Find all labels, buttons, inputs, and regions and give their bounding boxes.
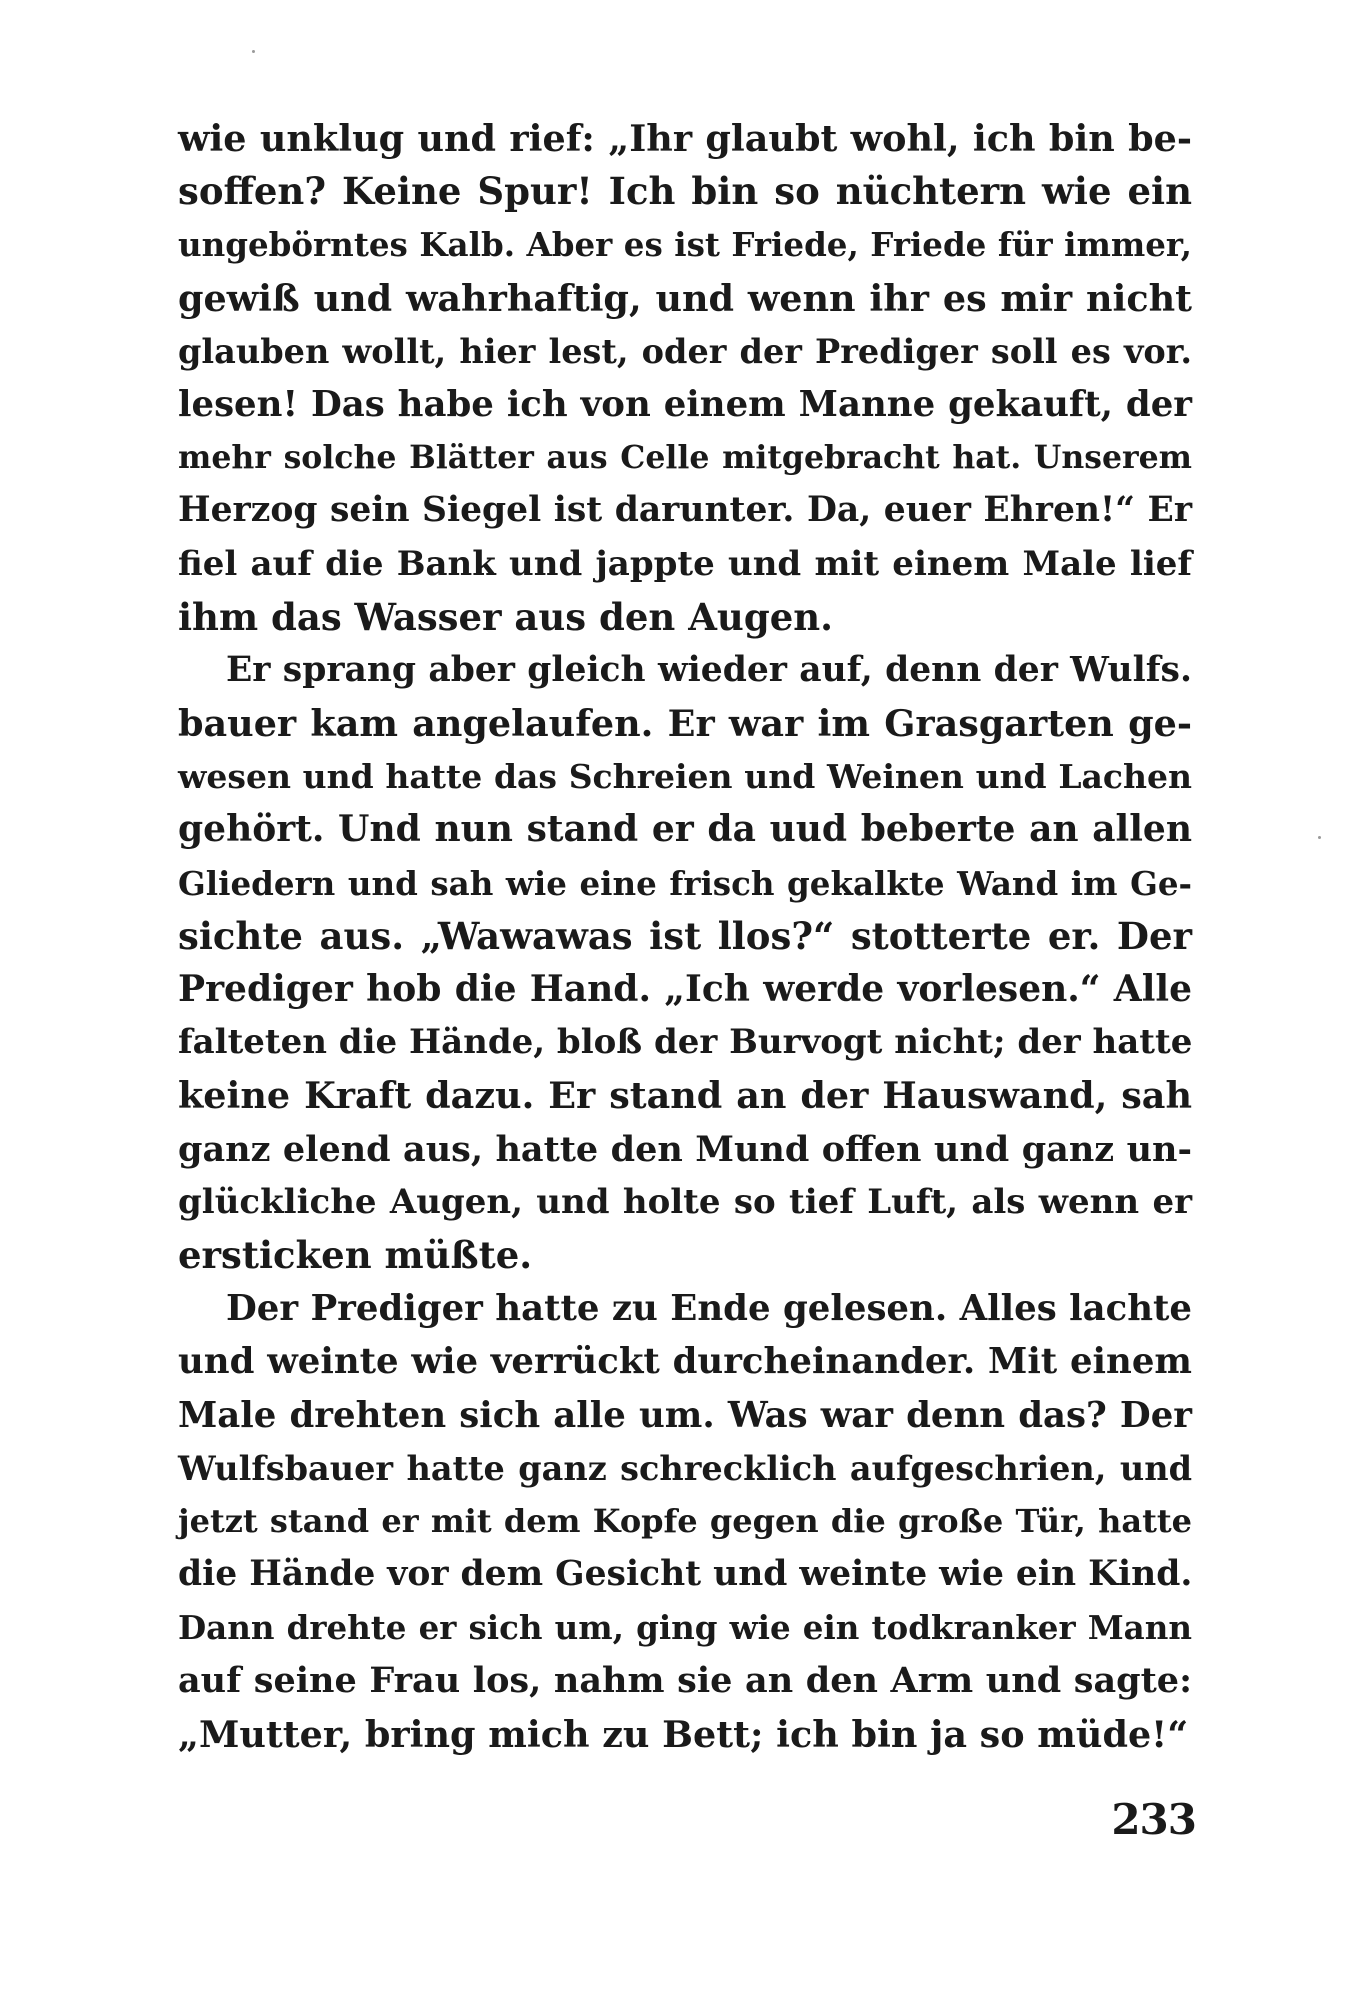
paragraph-3 xyxy=(178,1282,1192,1761)
text-line: mehr solche Blätter aus Celle mitgebracht hat. Unserem xyxy=(178,439,1192,477)
text-line: glückliche Augen, und holte so tief Luft, als wenn er xyxy=(178,1181,1192,1222)
text-line: Er sprang aber gleich wieder auf, denn der Wulfs. xyxy=(226,649,1192,690)
text-line: wesen und hatte das Schreien und Weinen und Lachen xyxy=(178,757,1192,797)
paragraph-2 xyxy=(178,644,1192,1282)
text-line: lesen! Das habe ich von einem Manne gekauft, der xyxy=(178,383,1192,425)
paragraph-1 xyxy=(178,112,1192,644)
text-line: falteten die Hände, bloß der Burvogt nicht; der hatte xyxy=(178,1022,1193,1063)
text-line: und weinte wie verrückt durcheinander. Mit einem xyxy=(178,1341,1192,1383)
text-line: die Hände vor dem Gesicht und weinte wie ein Kind. xyxy=(178,1554,1193,1595)
text-line: gewiß und wahrhaftig, und wenn ihr es mir nicht xyxy=(178,276,1192,320)
text-line: Herzog sein Siegel ist darunter. Da, euer Ehren!“ Er xyxy=(178,490,1192,531)
text-line: keine Kraft dazu. Er stand an der Hauswand, sah xyxy=(178,1074,1192,1118)
paper-speck xyxy=(252,50,255,53)
text-line: Gliedern und sah wie eine frisch gekalkte Wand im Ge- xyxy=(178,863,1192,903)
text-line: Male drehten sich alle um. Was war denn das? Der xyxy=(178,1394,1192,1436)
text-line: jetzt stand er mit dem Kopfe gegen die große Tür, hatte xyxy=(178,1501,1192,1540)
text-line: Prediger hob die Hand. „Ich werde vorlesen.“ Alle xyxy=(178,968,1192,1010)
text-line: ungebörntes Kalb. Aber es ist Friede, Friede für immer, xyxy=(178,225,1192,265)
text-line: Wulfsbauer hatte ganz schrecklich aufgeschrien, und xyxy=(178,1448,1192,1488)
text-line: gehört. Und nun stand er da uud beberte an allen xyxy=(178,808,1192,851)
text-line: sichte aus. „Wawawas ist llos?“ stotterte er. Der xyxy=(178,913,1192,958)
text-line: bauer kam angelaufen. Er war im Grasgarten ge- xyxy=(178,702,1192,746)
text-line: „Mutter, bring mich zu Bett; ich bin ja so müde!“ xyxy=(178,1712,1189,1756)
text-line: glauben wollt, hier lest, oder der Prediger soll es vor. xyxy=(178,331,1192,371)
page-number: 233 xyxy=(1111,1795,1196,1844)
text-line: Der Prediger hatte zu Ende gelesen. Alles lachte xyxy=(226,1288,1192,1330)
text-line: soffen? Keine Spur! Ich bin so nüchtern wie ein xyxy=(178,169,1192,214)
body-text xyxy=(178,112,1192,1761)
text-line: ganz elend aus, hatte den Mund offen und ganz un- xyxy=(178,1128,1192,1170)
text-line: wie unklug und rief: „Ihr glaubt wohl, ich bin be- xyxy=(178,117,1192,160)
text-line: auf seine Frau los, nahm sie an den Arm und sagte: xyxy=(178,1660,1192,1702)
text-line: fiel auf die Bank und jappte und mit einem Male lief xyxy=(178,543,1192,584)
paper-speck xyxy=(1318,836,1321,839)
text-line: ihm das Wasser aus den Augen. xyxy=(178,594,834,639)
text-line: ersticken müßte. xyxy=(178,1232,533,1277)
text-line: Dann drehte er sich um, ging wie ein todkranker Mann xyxy=(178,1608,1192,1648)
